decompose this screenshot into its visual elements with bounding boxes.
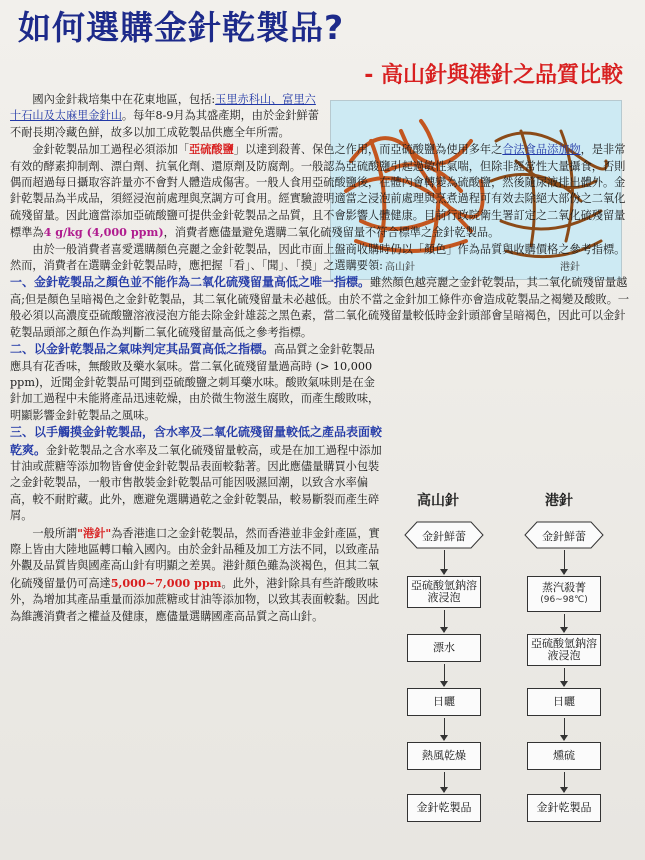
arrow-icon bbox=[444, 610, 445, 632]
arrow-icon bbox=[564, 668, 565, 686]
intro-paragraph-1: 國內金針栽培集中在花東地區，包括:玉里赤科山、富里六十石山及太麻里金針山。每年8-9月為其盛產期，由於金針鮮蕾不耐長期冷藏色鮮，故多以加工成乾製品供應全年所需。 bbox=[10, 93, 319, 139]
point-2-heading: 二、以金針乾製品之氣味判定其品質高低之指標。 bbox=[10, 342, 275, 357]
point-1-heading: 一、金針乾製品之顏色並不能作為二氧化硫殘留量高低之唯一指標。 bbox=[10, 275, 371, 290]
flow-right-header: 港針 bbox=[545, 493, 573, 509]
point-3-heading: 三、以手觸摸金針乾製品，含水率及二氧化硫殘留量較低之產品表面較乾爽。 bbox=[10, 425, 383, 457]
flow-left-step-2: 亞硫酸氫鈉溶液浸泡 bbox=[407, 576, 481, 608]
production-areas-link: 玉里赤科山、富里六十石山及太麻里金針山 bbox=[10, 93, 316, 123]
closing-paragraph: 一般所謂"港針"為香港進口之金針乾製品，然而香港並非金針產區，實際上皆由大陸地區轉口輸入國內。由於金針品種及加工方法不同，以致產品外觀及品質皆與國產高山針有明顯之差異。港針顏色雖為淡褐色，但其二氧化硫殘留量仍可高達5,000~7,000 ppm。此外，港針除具有些許酸敗味外，為增加其產品重量而添加蔗糖或甘油等添加物，以致其表面較黏。因此為維護消費者之權益及健康，應儘量選購國產高品質之高山針。 bbox=[10, 525, 380, 623]
point-1: 一、金針乾製品之顏色並不能作為二氧化硫殘留量高低之唯一指標。雖然顏色越亮麗之金針乾製品，其二氧化硫殘留量越高;但是顏色呈暗褐色之金針乾製品，其二氧化硫殘留量未必越低。由於不當之金針加工條件亦會造成乾製品之褐變及酸敗。一般必須以高濃度亞硫酸鹽溶液浸泡方能去除金針雄蕊之黑色素，當二氧化硫殘留量較低時金針頭部會呈暗褐色，因此可以金針乾製品頭部之顏色作為判斷二氧化硫殘留量高低之參考指標。 bbox=[10, 275, 630, 339]
arrow-icon bbox=[444, 772, 445, 792]
flow-right-step-6: 金針乾製品 bbox=[527, 794, 601, 822]
intro-paragraph-2: 金針乾製品加工過程必須添加「亞硫酸鹽」以達到殺菁、保色之作用，而亞硫酸鹽為使用多年之合法食品添加物，是非常有效的酵素抑制劑、漂白劑、抗氧化劑、還原劑及防腐劑。一般認為亞硫酸鹽引起過敏性氣喘，但除非經常性大量攝食，否則偶而超過每日攝取容許量亦不會對人體造成傷害。一般人食用亞硫酸鹽後，在體內會轉變為硫酸鹽，然後隨尿液排出體外。金針乾製品為半成品，須經浸泡前處理與烹調方可食用。經實驗證明適當之浸泡前處理與烹煮過程可有效去除絕大部份之二氧化硫殘留量。因此適當添加亞硫酸鹽可提供金針乾製品之品質，且不會影響人體健康。目前行政院衛生署訂定之二氧化硫殘留量標準為4 g/kg (4,000 ppm)，消費者應儘量避免選購二氧化硫殘留量不符合標準之金針乾製品。 bbox=[10, 142, 626, 240]
flow-left-step-6: 金針乾製品 bbox=[407, 794, 481, 822]
flow-left-step-1: 金針鮮蕾 bbox=[422, 530, 466, 543]
process-flowchart bbox=[395, 490, 625, 830]
flow-right-step-1: 金針鮮蕾 bbox=[542, 530, 586, 543]
point-2: 二、以金針乾製品之氣味判定其品質高低之指標。高品質之金針乾製品應具有花香味，無酸敗及藥水氣味。當二氧化硫殘留量過高時 (> 10,000 ppm)，近聞金針乾製品可聞到亞硫酸鹽之刺耳藥水味。酸敗氣味則是在金針加工過程中未能將產品迅速乾燥，由於微生物滋生腐敗，而產生酸敗味，明顯影響金針乾製品之風味。 bbox=[10, 342, 380, 422]
flow-right-step-5: 燻硫 bbox=[527, 742, 601, 770]
point-3: 三、以手觸摸金針乾製品，含水率及二氧化硫殘留量較低之產品表面較乾爽。金針乾製品之含水率及二氧化硫殘留量較高，或是在加工過程中添加甘油或蔗糖等添加物皆會使金針乾製品表面較黏著。因此應儘量購買小包裝之金針乾製品，一般市售散裝金針乾製品可能因吸濕回潮，以致含水率偏高，較不耐貯藏。此外，應避免選購過乾之金針乾製品，較易斷裂而產生碎屑。 bbox=[10, 425, 383, 523]
page-subtitle: - 高山針與港針之品質比較 bbox=[364, 63, 623, 88]
flow-left-step-5: 熱風乾燥 bbox=[407, 742, 481, 770]
flow-left-step-4: 日曬 bbox=[407, 688, 481, 716]
flow-right-step-3: 亞硫酸氫鈉溶液浸泡 bbox=[527, 634, 601, 666]
arrow-icon bbox=[564, 772, 565, 792]
arrow-icon bbox=[444, 550, 445, 574]
arrow-icon bbox=[564, 550, 565, 574]
arrow-icon bbox=[444, 718, 445, 740]
flow-left-step-3: 漂水 bbox=[407, 634, 481, 662]
photo-caption-right: 港針 bbox=[560, 262, 580, 273]
photo-caption-left: 高山針 bbox=[385, 262, 415, 273]
arrow-icon bbox=[444, 664, 445, 686]
intro-paragraph-3: 由於一般消費者喜愛選購顏色亮麗之金針乾製品，因此市面上盤商收購時仍以「顏色」作為品質與收購價格之參考指標。然而，消費者在選購金針乾製品時，應把握「看」、「聞」、「摸」之選購要領: bbox=[10, 242, 626, 273]
flow-right-step-4: 日曬 bbox=[527, 688, 601, 716]
arrow-icon bbox=[564, 718, 565, 740]
arrow-icon bbox=[564, 614, 565, 632]
flow-left-header: 高山針 bbox=[417, 493, 459, 509]
page-title: 如何選購金針乾製品? bbox=[18, 8, 345, 47]
flow-right-step-2: 蒸汽殺菁 (96~98℃) bbox=[527, 576, 601, 612]
